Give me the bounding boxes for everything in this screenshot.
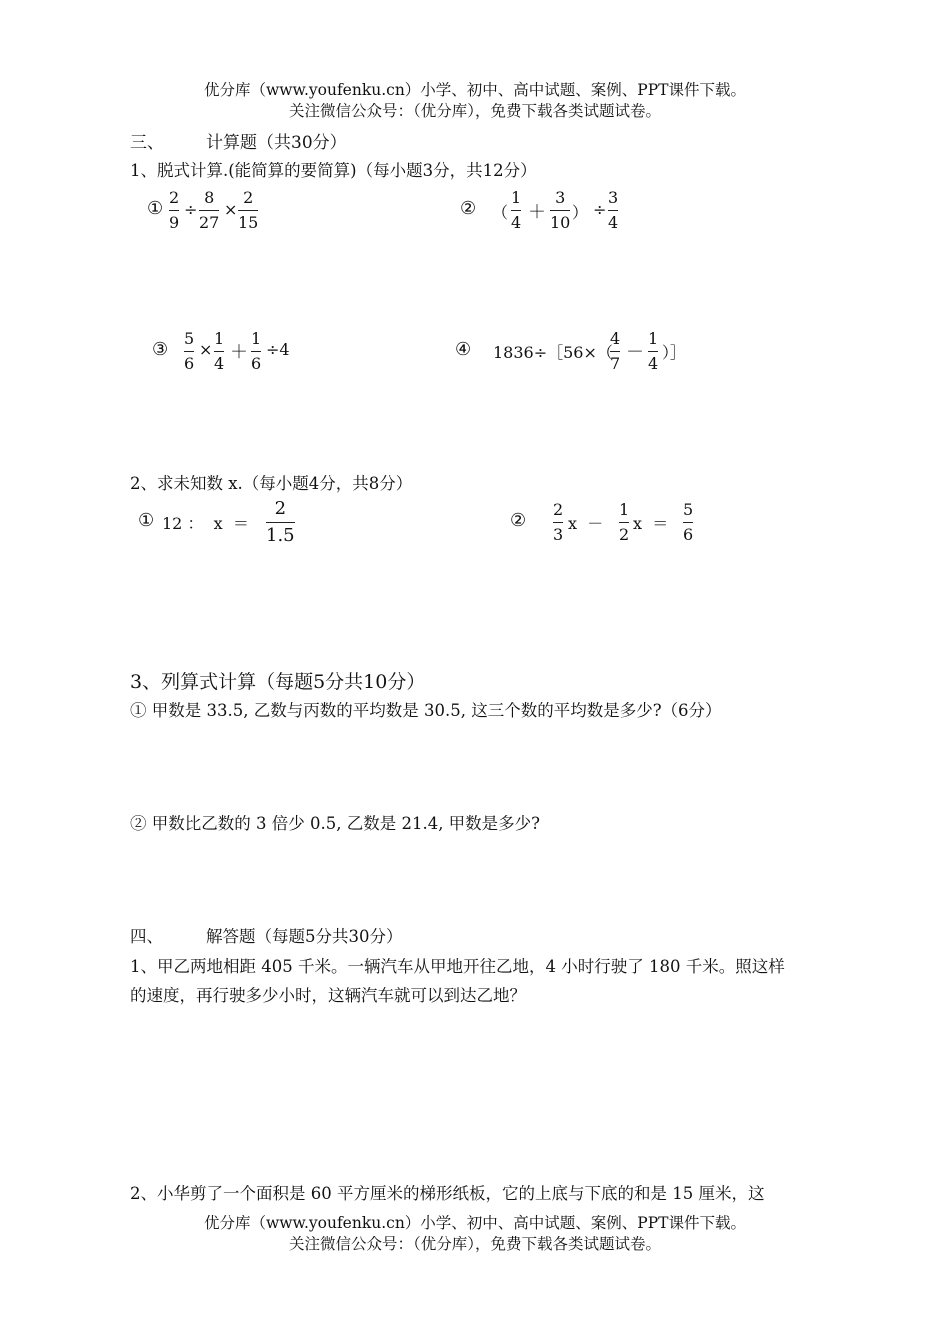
footer-line-1: 优分库（www.youfenku.cn）小学、初中、高中试题、案例、PPT课件下载。 [203,1214,747,1232]
fraction: 1 2 [619,500,630,544]
problem-label: ② [460,198,477,219]
fraction: 1 6 [251,329,262,373]
fraction: 8 27 [199,188,220,232]
paren: ） [572,203,589,222]
equation-term: x ＝ [633,514,669,533]
equation-lhs: 12 ： x ＝ [162,514,249,533]
header-line-2: 关注微信公众号：（优分库），免费下载各类试题试卷。 [288,102,661,120]
fraction: 2 1.5 [266,498,295,546]
problem-label: ④ [455,339,472,360]
section4-question-2-line-1: 2、小华剪了一个面积是 60 平方厘米的梯形纸板，它的上底与下底的和是 15 厘米，这 [130,1184,765,1203]
part3-question-1: ① 甲数是 33.5, 乙数与丙数的平均数是 30.5, 这三个数的平均数是多少?（6分） [130,701,722,720]
operator: － [626,342,644,363]
part1-heading: 1、脱式计算.(能简算的要简算)（每小题3分，共12分） [130,161,537,180]
problem-label: ③ [152,339,169,360]
fraction: 2 3 [553,500,564,544]
fraction: 2 9 [169,188,180,232]
problem-label: ① [147,198,164,219]
operator: ＋ [528,202,546,223]
expression-lead: 1836÷［56×（ [493,343,613,362]
operator: × [199,340,213,359]
fraction: 4 7 [610,329,621,373]
section4-number: 四、 [130,927,163,946]
expression-tail: ）］ [662,343,687,362]
fraction: 3 4 [608,188,619,232]
section4-title: 解答题（每题5分共30分） [206,927,403,946]
header-line-1: 优分库（www.youfenku.cn）小学、初中、高中试题、案例、PPT课件下载。 [203,81,747,99]
section3-title: 计算题（共30分） [206,133,347,153]
operator: ＋ [230,342,248,363]
problem-label: ① [138,510,155,531]
operator: ÷ [593,200,607,219]
footer-line-2: 关注微信公众号：（优分库），免费下载各类试题试卷。 [288,1235,661,1253]
section3-number: 三、 [130,133,164,153]
fraction: 1 4 [511,188,522,232]
fraction: 2 15 [238,188,259,232]
fraction: 5 6 [184,329,195,373]
equation-term: x － [568,514,604,533]
part3-heading: 3、列算式计算（每题5分共10分） [130,671,426,693]
fraction: 1 4 [214,329,225,373]
paren: （ [492,203,509,222]
problem-label: ② [510,510,527,531]
fraction: 1 4 [648,329,659,373]
part3-question-2: ② 甲数比乙数的 3 倍少 0.5, 乙数是 21.4, 甲数是多少? [130,814,541,833]
operator: × [224,200,238,219]
section4-question-1-line-2: 的速度，再行驶多少小时，这辆汽车就可以到达乙地？ [130,986,526,1005]
section4-question-1-line-1: 1、甲乙两地相距 405 千米。一辆汽车从甲地开往乙地，4 小时行驶了 180 千米。照这样 [130,957,785,976]
part2-heading: 2、求未知数 x.（每小题4分，共8分） [130,474,413,493]
fraction: 3 10 [550,188,571,232]
operator: ÷ [184,200,198,219]
fraction: 5 6 [683,500,694,544]
expression-tail: ÷4 [266,340,290,359]
